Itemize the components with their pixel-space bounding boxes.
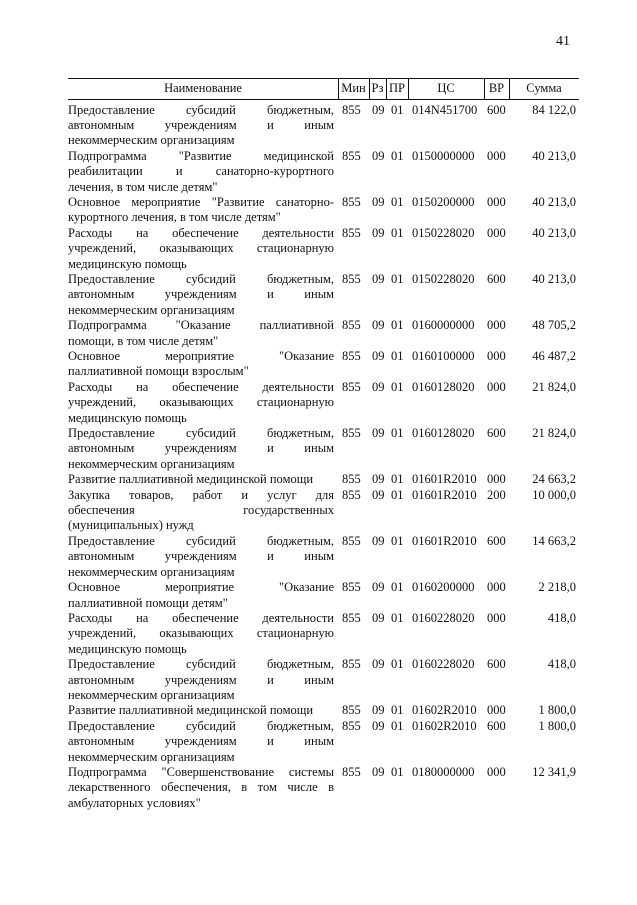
cell-vr: 000 xyxy=(487,611,506,626)
header-min: Мин xyxy=(341,81,366,95)
cell-cs: 01601R2010 xyxy=(412,488,477,503)
cell-rz: 09 xyxy=(372,226,385,241)
row-name-line: Развитие паллиативной медицинской помощи xyxy=(68,703,314,718)
cell-pr: 01 xyxy=(391,657,404,672)
cell-cs: 0160228020 xyxy=(412,657,475,672)
cell-vr: 000 xyxy=(487,195,506,210)
row-name-line: медицинскую помощь xyxy=(68,410,187,425)
cell-sum: 14 663,2 xyxy=(532,534,576,549)
cell-sum: 2 218,0 xyxy=(538,580,576,595)
row-name-line: автономным учреждениям и иным xyxy=(68,441,334,456)
row-name-line: автономным учреждениям и иным xyxy=(68,287,334,302)
row-name-line: Подпрограмма "Совершенствование системы xyxy=(68,765,334,780)
header-name: Наименование xyxy=(164,81,242,95)
cell-rz: 09 xyxy=(372,349,385,364)
cell-pr: 01 xyxy=(391,380,404,395)
cell-min: 855 xyxy=(342,580,361,595)
table-row xyxy=(68,149,579,195)
row-name-line: автономным учреждениям и иным xyxy=(68,734,334,749)
cell-min: 855 xyxy=(342,488,361,503)
cell-rz: 09 xyxy=(372,472,385,487)
cell-sum: 40 213,0 xyxy=(532,226,576,241)
row-name xyxy=(68,349,334,379)
cell-rz: 09 xyxy=(372,765,385,780)
table-row xyxy=(68,195,579,225)
table-row xyxy=(68,657,579,703)
cell-sum: 12 341,9 xyxy=(532,765,576,780)
row-name xyxy=(68,380,334,426)
cell-rz: 09 xyxy=(372,488,385,503)
table-row xyxy=(68,719,579,765)
cell-rz: 09 xyxy=(372,426,385,441)
cell-pr: 01 xyxy=(391,195,404,210)
cell-rz: 09 xyxy=(372,318,385,333)
cell-min: 855 xyxy=(342,534,361,549)
cell-min: 855 xyxy=(342,380,361,395)
row-name xyxy=(68,488,334,534)
cell-pr: 01 xyxy=(391,580,404,595)
row-name xyxy=(68,318,334,348)
row-name-line: некоммерческим организациям xyxy=(68,456,235,471)
row-name xyxy=(68,719,334,765)
row-name-line: автономным учреждениям и иным xyxy=(68,672,334,687)
header-cs: ЦС xyxy=(437,81,455,95)
cell-cs: 0160228020 xyxy=(412,611,475,626)
cell-cs: 0160128020 xyxy=(412,380,475,395)
cell-cs: 0160100000 xyxy=(412,349,475,364)
cell-cs: 0160128020 xyxy=(412,426,475,441)
table-row xyxy=(68,534,579,580)
cell-cs: 0160200000 xyxy=(412,580,475,595)
cell-cs: 01601R2010 xyxy=(412,534,477,549)
row-name-line: Развитие паллиативной медицинской помощи xyxy=(68,472,314,487)
row-name-line: некоммерческим организациям xyxy=(68,564,235,579)
cell-vr: 000 xyxy=(487,380,506,395)
row-name-line: некоммерческим организациям xyxy=(68,749,235,764)
cell-vr: 000 xyxy=(487,226,506,241)
cell-cs: 0160000000 xyxy=(412,318,475,333)
row-name xyxy=(68,272,334,318)
cell-sum: 21 824,0 xyxy=(532,380,576,395)
cell-pr: 01 xyxy=(391,349,404,364)
cell-pr: 01 xyxy=(391,318,404,333)
row-name-line: Расходы на обеспечение деятельности xyxy=(68,611,334,626)
row-name-line: лечения, в том числе детям" xyxy=(68,179,218,194)
cell-sum: 46 487,2 xyxy=(532,349,576,364)
row-name-line: автономным учреждениям и иным xyxy=(68,549,334,564)
table-row xyxy=(68,272,579,318)
cell-vr: 000 xyxy=(487,765,506,780)
row-name-line: Предоставление субсидий бюджетным, xyxy=(68,272,334,287)
cell-rz: 09 xyxy=(372,719,385,734)
table-row xyxy=(68,380,579,426)
cell-sum: 40 213,0 xyxy=(532,149,576,164)
cell-min: 855 xyxy=(342,719,361,734)
cell-sum: 418,0 xyxy=(547,657,576,672)
cell-min: 855 xyxy=(342,426,361,441)
cell-min: 855 xyxy=(342,703,361,718)
row-name-line: помощи, в том числе детям" xyxy=(68,333,219,348)
table-row xyxy=(68,349,579,379)
cell-sum: 418,0 xyxy=(547,611,576,626)
table-row xyxy=(68,703,579,718)
cell-pr: 01 xyxy=(391,272,404,287)
table-row xyxy=(68,488,579,534)
cell-sum: 1 800,0 xyxy=(538,719,576,734)
row-name-line: (муниципальных) нужд xyxy=(68,518,194,533)
row-name-line: Предоставление субсидий бюджетным, xyxy=(68,719,334,734)
row-name xyxy=(68,472,334,487)
cell-rz: 09 xyxy=(372,657,385,672)
row-name-line: Предоставление субсидий бюджетным, xyxy=(68,103,334,117)
row-name xyxy=(68,765,334,811)
cell-vr: 000 xyxy=(487,318,506,333)
cell-pr: 01 xyxy=(391,719,404,734)
row-name-line: курортного лечения, в том числе детям" xyxy=(68,210,281,225)
cell-sum: 40 213,0 xyxy=(532,272,576,287)
row-name xyxy=(68,580,334,610)
row-name-line: некоммерческим организациям xyxy=(68,687,235,702)
cell-min: 855 xyxy=(342,657,361,672)
row-name-line: учреждений, оказывающих стационарную xyxy=(68,241,334,256)
header-rz: Рз xyxy=(371,81,384,95)
cell-min: 855 xyxy=(342,149,361,164)
row-name-line: Предоставление субсидий бюджетным, xyxy=(68,657,334,672)
row-name xyxy=(68,703,334,718)
row-name-line: Основное мероприятие "Оказание xyxy=(68,349,334,364)
cell-cs: 01602R2010 xyxy=(412,703,477,718)
cell-cs: 01601R2010 xyxy=(412,472,477,487)
row-name-line: учреждений, оказывающих стационарную xyxy=(68,626,334,641)
cell-vr: 600 xyxy=(487,534,506,549)
cell-sum: 21 824,0 xyxy=(532,426,576,441)
table-body xyxy=(68,103,579,811)
cell-pr: 01 xyxy=(391,103,404,117)
cell-pr: 01 xyxy=(391,226,404,241)
cell-pr: 01 xyxy=(391,703,404,718)
cell-vr: 600 xyxy=(487,272,506,287)
table-header xyxy=(68,78,579,100)
cell-min: 855 xyxy=(342,195,361,210)
row-name-line: Расходы на обеспечение деятельности xyxy=(68,226,334,241)
cell-min: 855 xyxy=(342,226,361,241)
row-name-line: лекарственного обеспечения, в том числе в xyxy=(68,780,334,795)
row-name-line: медицинскую помощь xyxy=(68,641,187,656)
row-name-line: некоммерческим организациям xyxy=(68,302,235,317)
row-name-line: учреждений, оказывающих стационарную xyxy=(68,395,334,410)
cell-vr: 600 xyxy=(487,657,506,672)
cell-pr: 01 xyxy=(391,611,404,626)
table-row xyxy=(68,765,579,811)
cell-rz: 09 xyxy=(372,580,385,595)
row-name-line: Подпрограмма "Оказание паллиативной xyxy=(68,318,334,333)
cell-min: 855 xyxy=(342,611,361,626)
cell-pr: 01 xyxy=(391,472,404,487)
row-name-line: медицинскую помощь xyxy=(68,256,187,271)
cell-cs: 0180000000 xyxy=(412,765,475,780)
header-sum: Сумма xyxy=(526,81,562,95)
row-name xyxy=(68,103,334,149)
table-row xyxy=(68,226,579,272)
cell-pr: 01 xyxy=(391,765,404,780)
cell-min: 855 xyxy=(342,765,361,780)
cell-rz: 09 xyxy=(372,380,385,395)
cell-vr: 600 xyxy=(487,103,506,117)
cell-pr: 01 xyxy=(391,534,404,549)
row-name-line: Основное мероприятие "Оказание xyxy=(68,580,334,595)
row-name xyxy=(68,426,334,472)
cell-vr: 000 xyxy=(487,472,506,487)
cell-sum: 10 000,0 xyxy=(532,488,576,503)
row-name xyxy=(68,611,334,657)
row-name-line: Подпрограмма "Развитие медицинской xyxy=(68,149,334,164)
cell-rz: 09 xyxy=(372,272,385,287)
cell-min: 855 xyxy=(342,318,361,333)
cell-sum: 1 800,0 xyxy=(538,703,576,718)
row-name-line: амбулаторных условиях" xyxy=(68,795,201,810)
cell-cs: 0150228020 xyxy=(412,226,475,241)
cell-rz: 09 xyxy=(372,534,385,549)
cell-pr: 01 xyxy=(391,426,404,441)
cell-vr: 000 xyxy=(487,149,506,164)
cell-vr: 000 xyxy=(487,580,506,595)
header-pr: ПР xyxy=(389,81,405,95)
header-vr: ВР xyxy=(488,81,505,95)
cell-vr: 000 xyxy=(487,349,506,364)
table-row xyxy=(68,580,579,610)
row-name-line: паллиативной помощи детям" xyxy=(68,595,228,610)
table-row xyxy=(68,426,579,472)
cell-cs: 014N451700 xyxy=(412,103,478,117)
row-name-line: Основное мероприятие "Развитие санаторно- xyxy=(68,195,334,210)
cell-pr: 01 xyxy=(391,488,404,503)
cell-cs: 0150228020 xyxy=(412,272,475,287)
cell-sum: 84 122,0 xyxy=(532,103,576,117)
cell-sum: 24 663,2 xyxy=(532,472,576,487)
row-name-line: обеспечения государственных xyxy=(68,503,334,518)
row-name-line: Предоставление субсидий бюджетным, xyxy=(68,534,334,549)
cell-min: 855 xyxy=(342,103,361,117)
cell-min: 855 xyxy=(342,472,361,487)
cell-rz: 09 xyxy=(372,703,385,718)
row-name xyxy=(68,657,334,703)
page-number: 41 xyxy=(556,34,570,49)
cell-vr: 600 xyxy=(487,719,506,734)
cell-rz: 09 xyxy=(372,103,385,117)
row-name xyxy=(68,149,334,195)
table-row xyxy=(68,318,579,348)
row-name xyxy=(68,534,334,580)
cell-vr: 600 xyxy=(487,426,506,441)
cell-sum: 40 213,0 xyxy=(532,195,576,210)
row-name-line: паллиативной помощи взрослым" xyxy=(68,364,249,379)
row-name-line: Расходы на обеспечение деятельности xyxy=(68,380,334,395)
row-name xyxy=(68,226,334,272)
table-row xyxy=(68,472,579,487)
cell-min: 855 xyxy=(342,272,361,287)
table-row xyxy=(68,103,579,149)
cell-cs: 01602R2010 xyxy=(412,719,477,734)
cell-cs: 0150200000 xyxy=(412,195,475,210)
table-row xyxy=(68,611,579,657)
cell-cs: 0150000000 xyxy=(412,149,475,164)
cell-rz: 09 xyxy=(372,195,385,210)
cell-vr: 000 xyxy=(487,703,506,718)
row-name-line: реабилитации и санаторно-курортного xyxy=(68,164,334,179)
row-name-line: Предоставление субсидий бюджетным, xyxy=(68,426,334,441)
cell-min: 855 xyxy=(342,349,361,364)
cell-pr: 01 xyxy=(391,149,404,164)
row-name-line: Закупка товаров, работ и услуг для xyxy=(68,488,334,503)
cell-vr: 200 xyxy=(487,488,506,503)
cell-rz: 09 xyxy=(372,149,385,164)
row-name-line: автономным учреждениям и иным xyxy=(68,118,334,133)
cell-sum: 48 705,2 xyxy=(532,318,576,333)
row-name-line: некоммерческим организациям xyxy=(68,133,235,148)
cell-rz: 09 xyxy=(372,611,385,626)
row-name xyxy=(68,195,334,225)
